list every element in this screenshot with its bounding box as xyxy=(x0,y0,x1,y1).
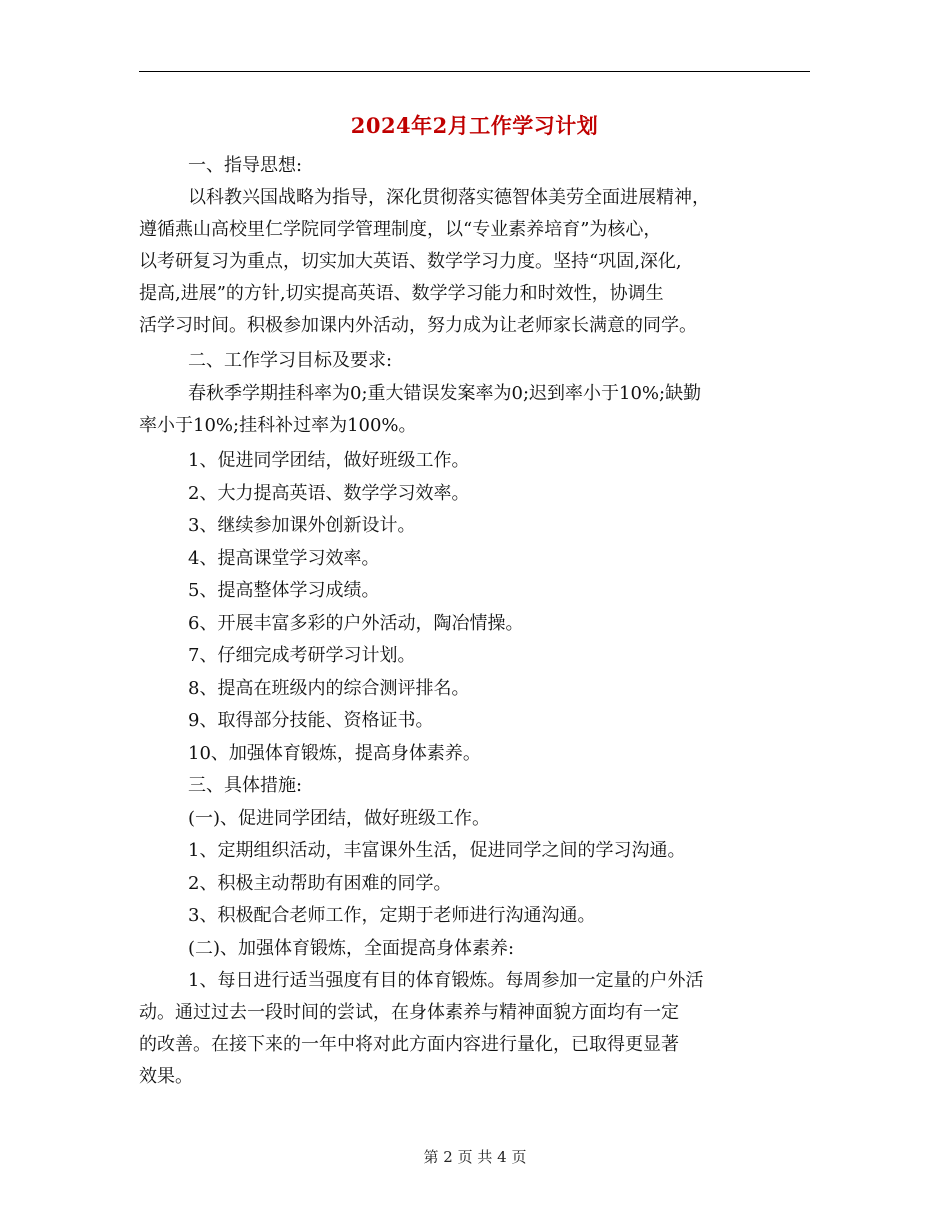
paragraph-line: 1、每日进行适当强度有目的体育锻炼。每周参加一定量的户外活 xyxy=(188,970,704,991)
document-title: 2024年2月工作学习计划 xyxy=(350,113,599,138)
paragraph-line: 活学习时间。积极参加课内外活动，努力成为让老师家长满意的同学。 xyxy=(139,315,697,336)
paragraph-line: 率小于10%;挂科补过率为100%。 xyxy=(139,415,417,436)
paragraph-line: 以科教兴国战略为指导，深化贯彻落实德智体美劳全面进展精神， xyxy=(188,187,710,208)
list-item: 8、提高在班级内的综合测评排名。 xyxy=(188,678,470,699)
page-number-footer: 第 2 页 共 4 页 xyxy=(423,1148,527,1166)
list-item: 2、大力提高英语、数学学习效率。 xyxy=(188,483,470,504)
header-rule xyxy=(139,71,810,72)
subsection-heading: (二)、加强体育锻炼，全面提高身体素养: xyxy=(188,938,515,959)
list-item: 4、提高课堂学习效率。 xyxy=(188,548,380,569)
list-item: 9、取得部分技能、资格证书。 xyxy=(188,710,434,731)
paragraph-line: 遵循燕山高校里仁学院同学管理制度，以“专业素养培育”为核心， xyxy=(139,219,662,240)
section-heading-guiding-thought: 一、指导思想: xyxy=(188,155,303,176)
paragraph-line: 的改善。在接下来的一年中将对此方面内容进行量化，已取得更显著 xyxy=(139,1034,679,1055)
paragraph-line: 春秋季学期挂科率为0;重大错误发案率为0;迟到率小于10%;缺勤 xyxy=(188,383,702,404)
subsection-heading: (一)、促进同学团结，做好班级工作。 xyxy=(188,808,491,829)
list-item: 3、继续参加课外创新设计。 xyxy=(188,515,416,536)
paragraph-line: 效果。 xyxy=(139,1066,193,1087)
list-item: 1、促进同学团结，做好班级工作。 xyxy=(188,450,470,471)
section-heading-goals: 二、工作学习目标及要求: xyxy=(188,350,393,371)
list-item: 2、积极主动帮助有困难的同学。 xyxy=(188,873,452,894)
list-item: 3、积极配合老师工作，定期于老师进行沟通沟通。 xyxy=(188,905,596,926)
list-item: 7、仔细完成考研学习计划。 xyxy=(188,645,416,666)
paragraph-line: 提高,进展”的方针,切实提高英语、数学学习能力和时效性，协调生 xyxy=(139,283,664,304)
list-item: 6、开展丰富多彩的户外活动，陶冶情操。 xyxy=(188,613,524,634)
list-item: 10、加强体育锻炼，提高身体素养。 xyxy=(188,743,481,764)
section-heading-measures: 三、具体措施: xyxy=(188,775,303,796)
list-item: 5、提高整体学习成绩。 xyxy=(188,580,380,601)
list-item: 1、定期组织活动，丰富课外生活，促进同学之间的学习沟通。 xyxy=(188,840,686,861)
paragraph-line: 以考研复习为重点，切实加大英语、数学学习力度。坚持“巩固,深化, xyxy=(139,251,682,272)
paragraph-line: 动。通过过去一段时间的尝试，在身体素养与精神面貌方面均有一定 xyxy=(139,1002,679,1023)
